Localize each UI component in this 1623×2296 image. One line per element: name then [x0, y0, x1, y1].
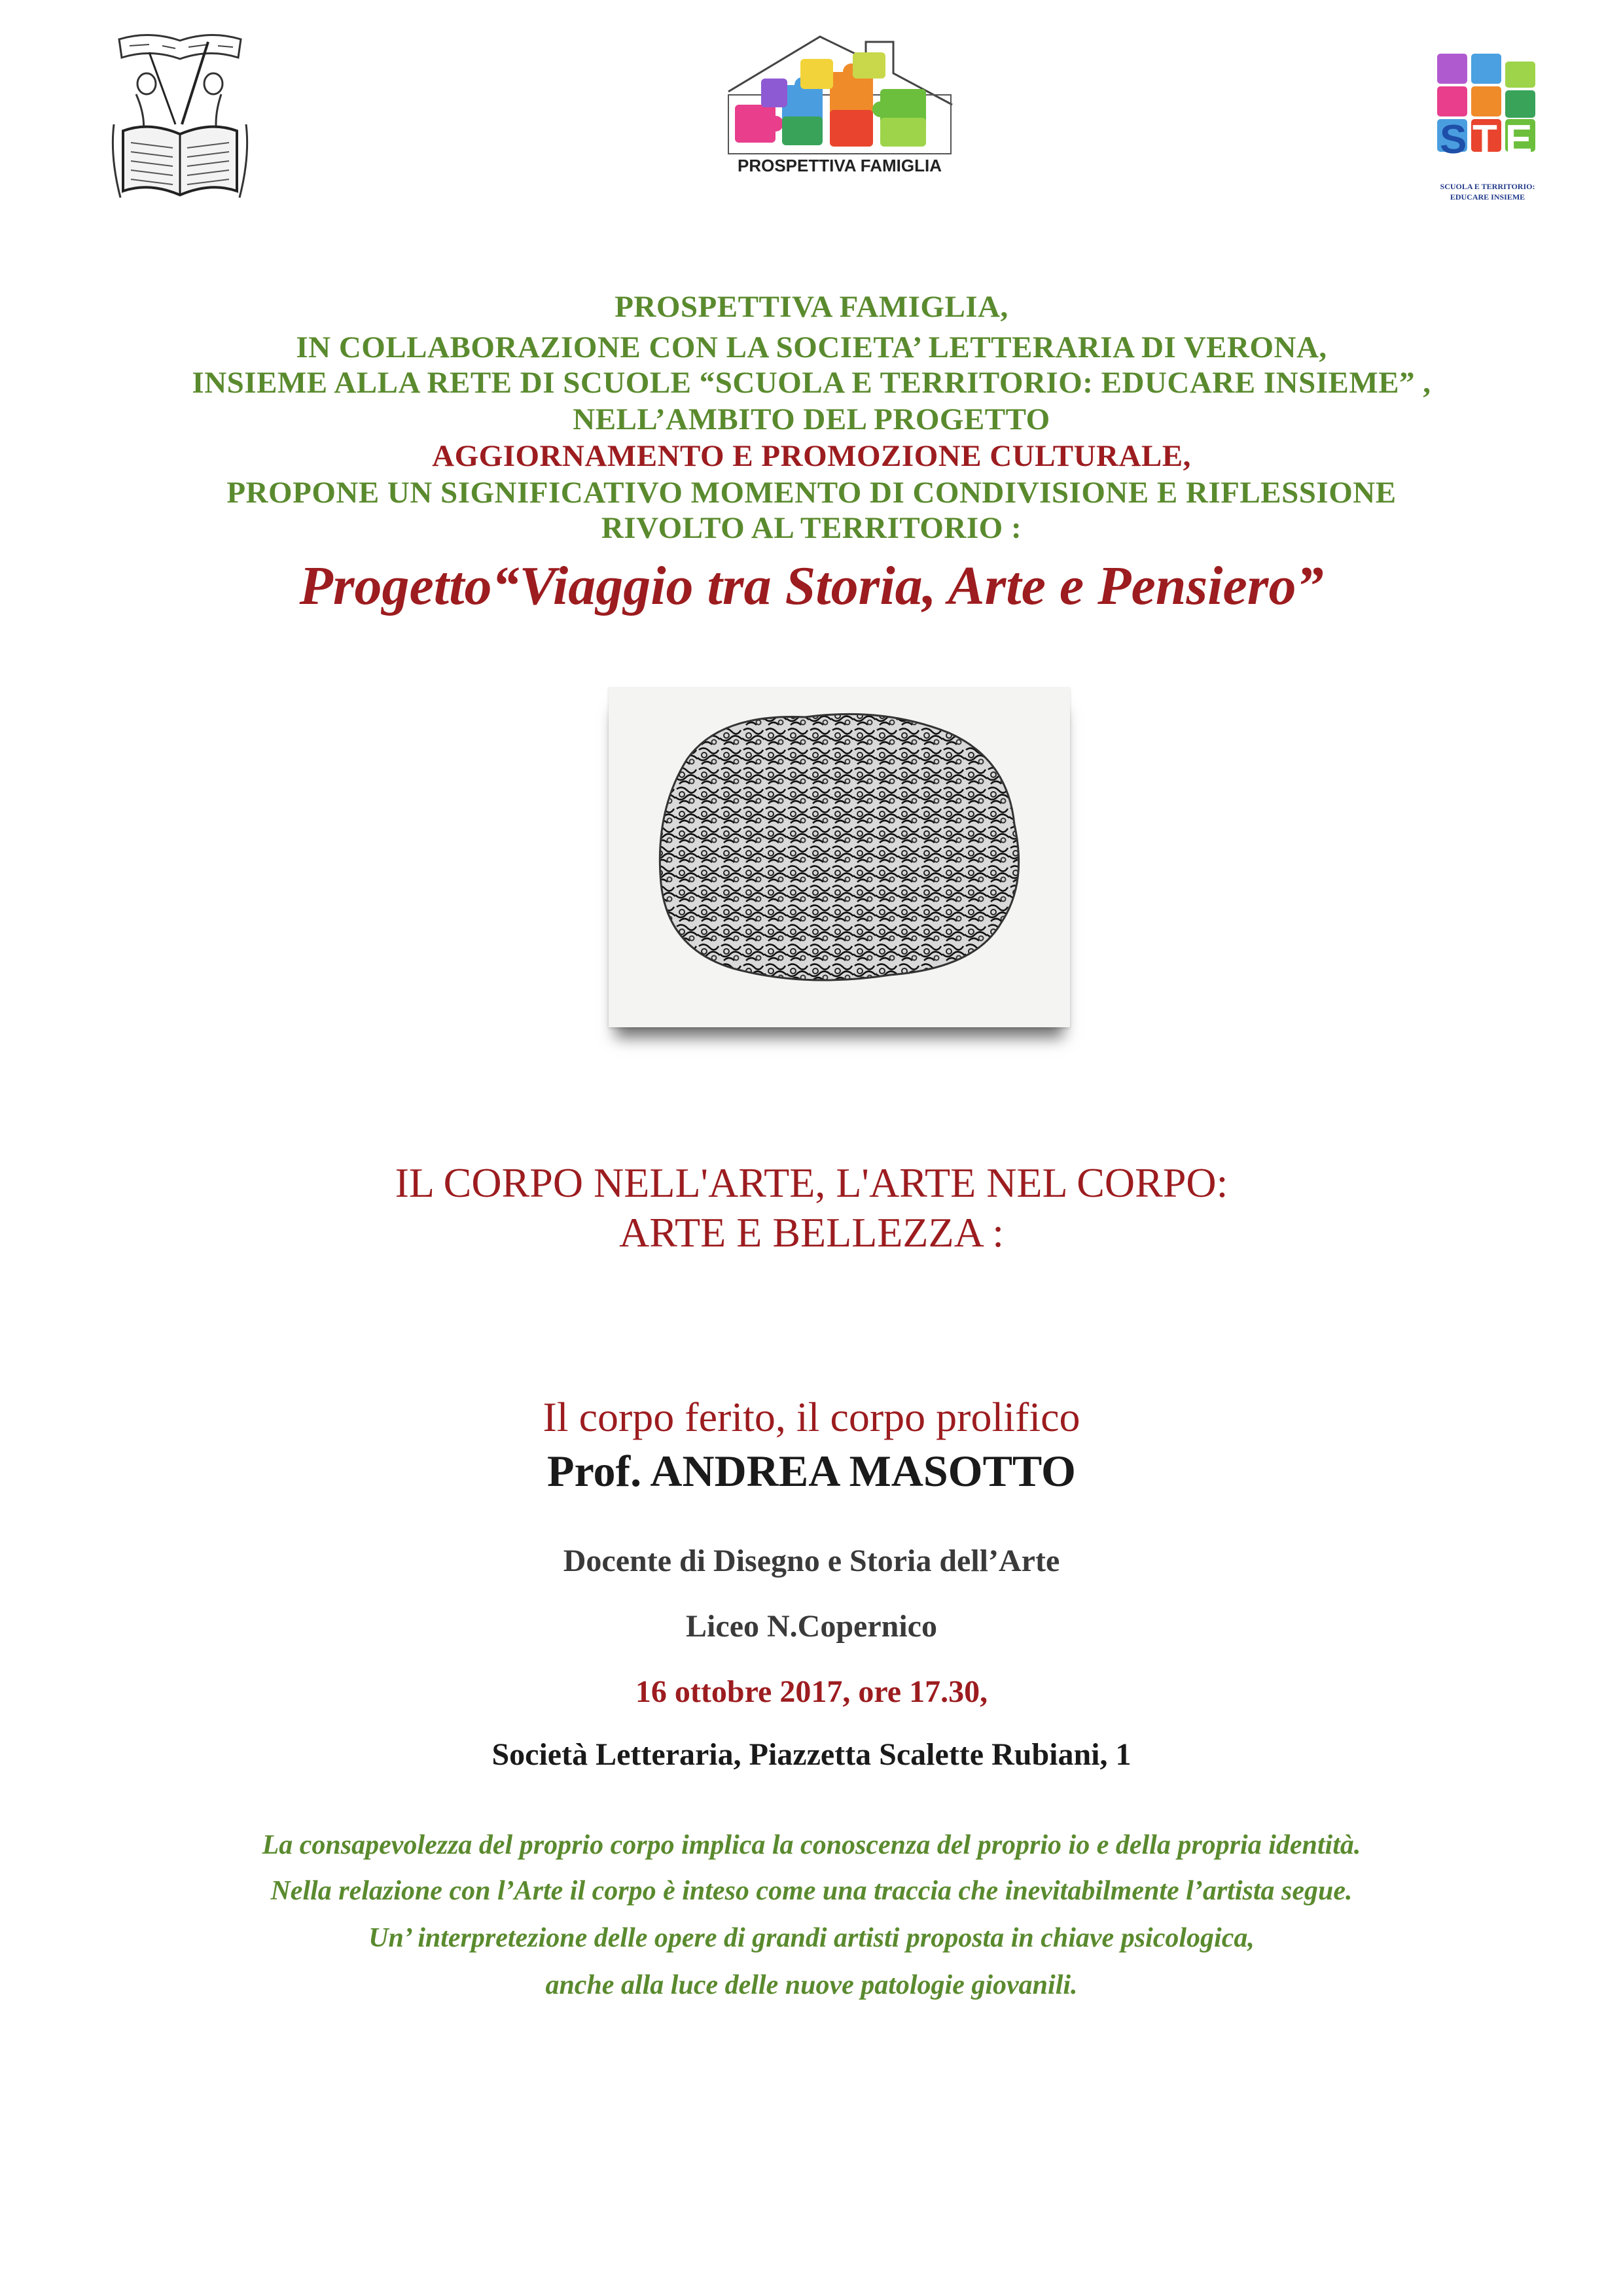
event-title-line-1: IL CORPO NELL'ARTE, L'ARTE NEL CORPO:: [395, 1159, 1228, 1206]
speaker-school: Liceo N.Copernico: [686, 1609, 937, 1644]
event-venue: Società Letteraria, Piazzetta Scalette Rubiani, 1: [491, 1737, 1132, 1772]
description-line-1: La consapevolezza del proprio corpo implica la conoscenza del proprio io e della propria identità.: [262, 1830, 1361, 1860]
ste-puzzle-icon: [1425, 47, 1550, 178]
prospettiva-famiglia-logo: [722, 33, 957, 177]
description-line-4: anche alla luce delle nuove patologie giovanili.: [545, 1970, 1078, 2000]
description-line-3: Un’ interpretezione delle opere di grandi artisti proposta in chiave psicologica,: [368, 1923, 1255, 1953]
svg-text:E: E: [1505, 117, 1533, 162]
logo-caption: PROSPETTIVA FAMIGLIA: [737, 156, 942, 175]
header-line-5: AGGIORNAMENTO E PROMOZIONE CULTURALE,: [432, 439, 1191, 473]
description-line-2: Nella relazione con l’Arte il corpo è inteso come una traccia che inevitabilmente l’artista segue.: [270, 1876, 1353, 1906]
header-line-2: IN COLLABORAZIONE CON LA SOCIETA’ LETTERARIA DI VERONA,: [296, 330, 1327, 364]
logo-caption-line2: EDUCARE INSIEME: [1450, 192, 1525, 202]
svg-text:T: T: [1472, 117, 1497, 162]
project-title: Progetto“Viaggio tra Storia, Arte e Pensiero”: [299, 556, 1324, 616]
event-title-line-2: ARTE E BELLEZZA :: [618, 1209, 1005, 1256]
artwork-image: [609, 687, 1070, 1027]
scuola-territorio-logo: [1425, 47, 1550, 212]
header-line-1: PROSPETTIVA FAMIGLIA,: [615, 290, 1008, 324]
header-line-6: PROPONE UN SIGNIFICATIVO MOMENTO DI CONDIVISIONE E RIFLESSIONE: [226, 476, 1397, 510]
drawing-icon: [609, 687, 1070, 1027]
header-line-3: INSIEME ALLA RETE DI SCUOLE “SCUOLA E TERRITORIO: EDUCARE INSIEME” ,: [192, 366, 1431, 400]
logo-caption-line1: SCUOLA E TERRITORIO:: [1440, 182, 1535, 191]
societa-letteraria-logo: [110, 26, 250, 209]
svg-text:S: S: [1440, 117, 1467, 162]
event-date: 16 ottobre 2017, ore 17.30,: [635, 1674, 988, 1709]
header-line-7: RIVOLTO AL TERRITORIO :: [601, 511, 1022, 545]
puzzle-house-icon: [722, 33, 957, 157]
speaker-role: Docente di Disegno e Storia dell’Arte: [563, 1544, 1060, 1578]
talk-subtitle: Il corpo ferito, il corpo prolifico: [543, 1394, 1080, 1440]
book-emblem-icon: [110, 26, 250, 209]
speaker-name: Prof. ANDREA MASOTTO: [547, 1446, 1076, 1496]
header-line-4: NELL’AMBITO DEL PROGETTO: [573, 402, 1050, 436]
